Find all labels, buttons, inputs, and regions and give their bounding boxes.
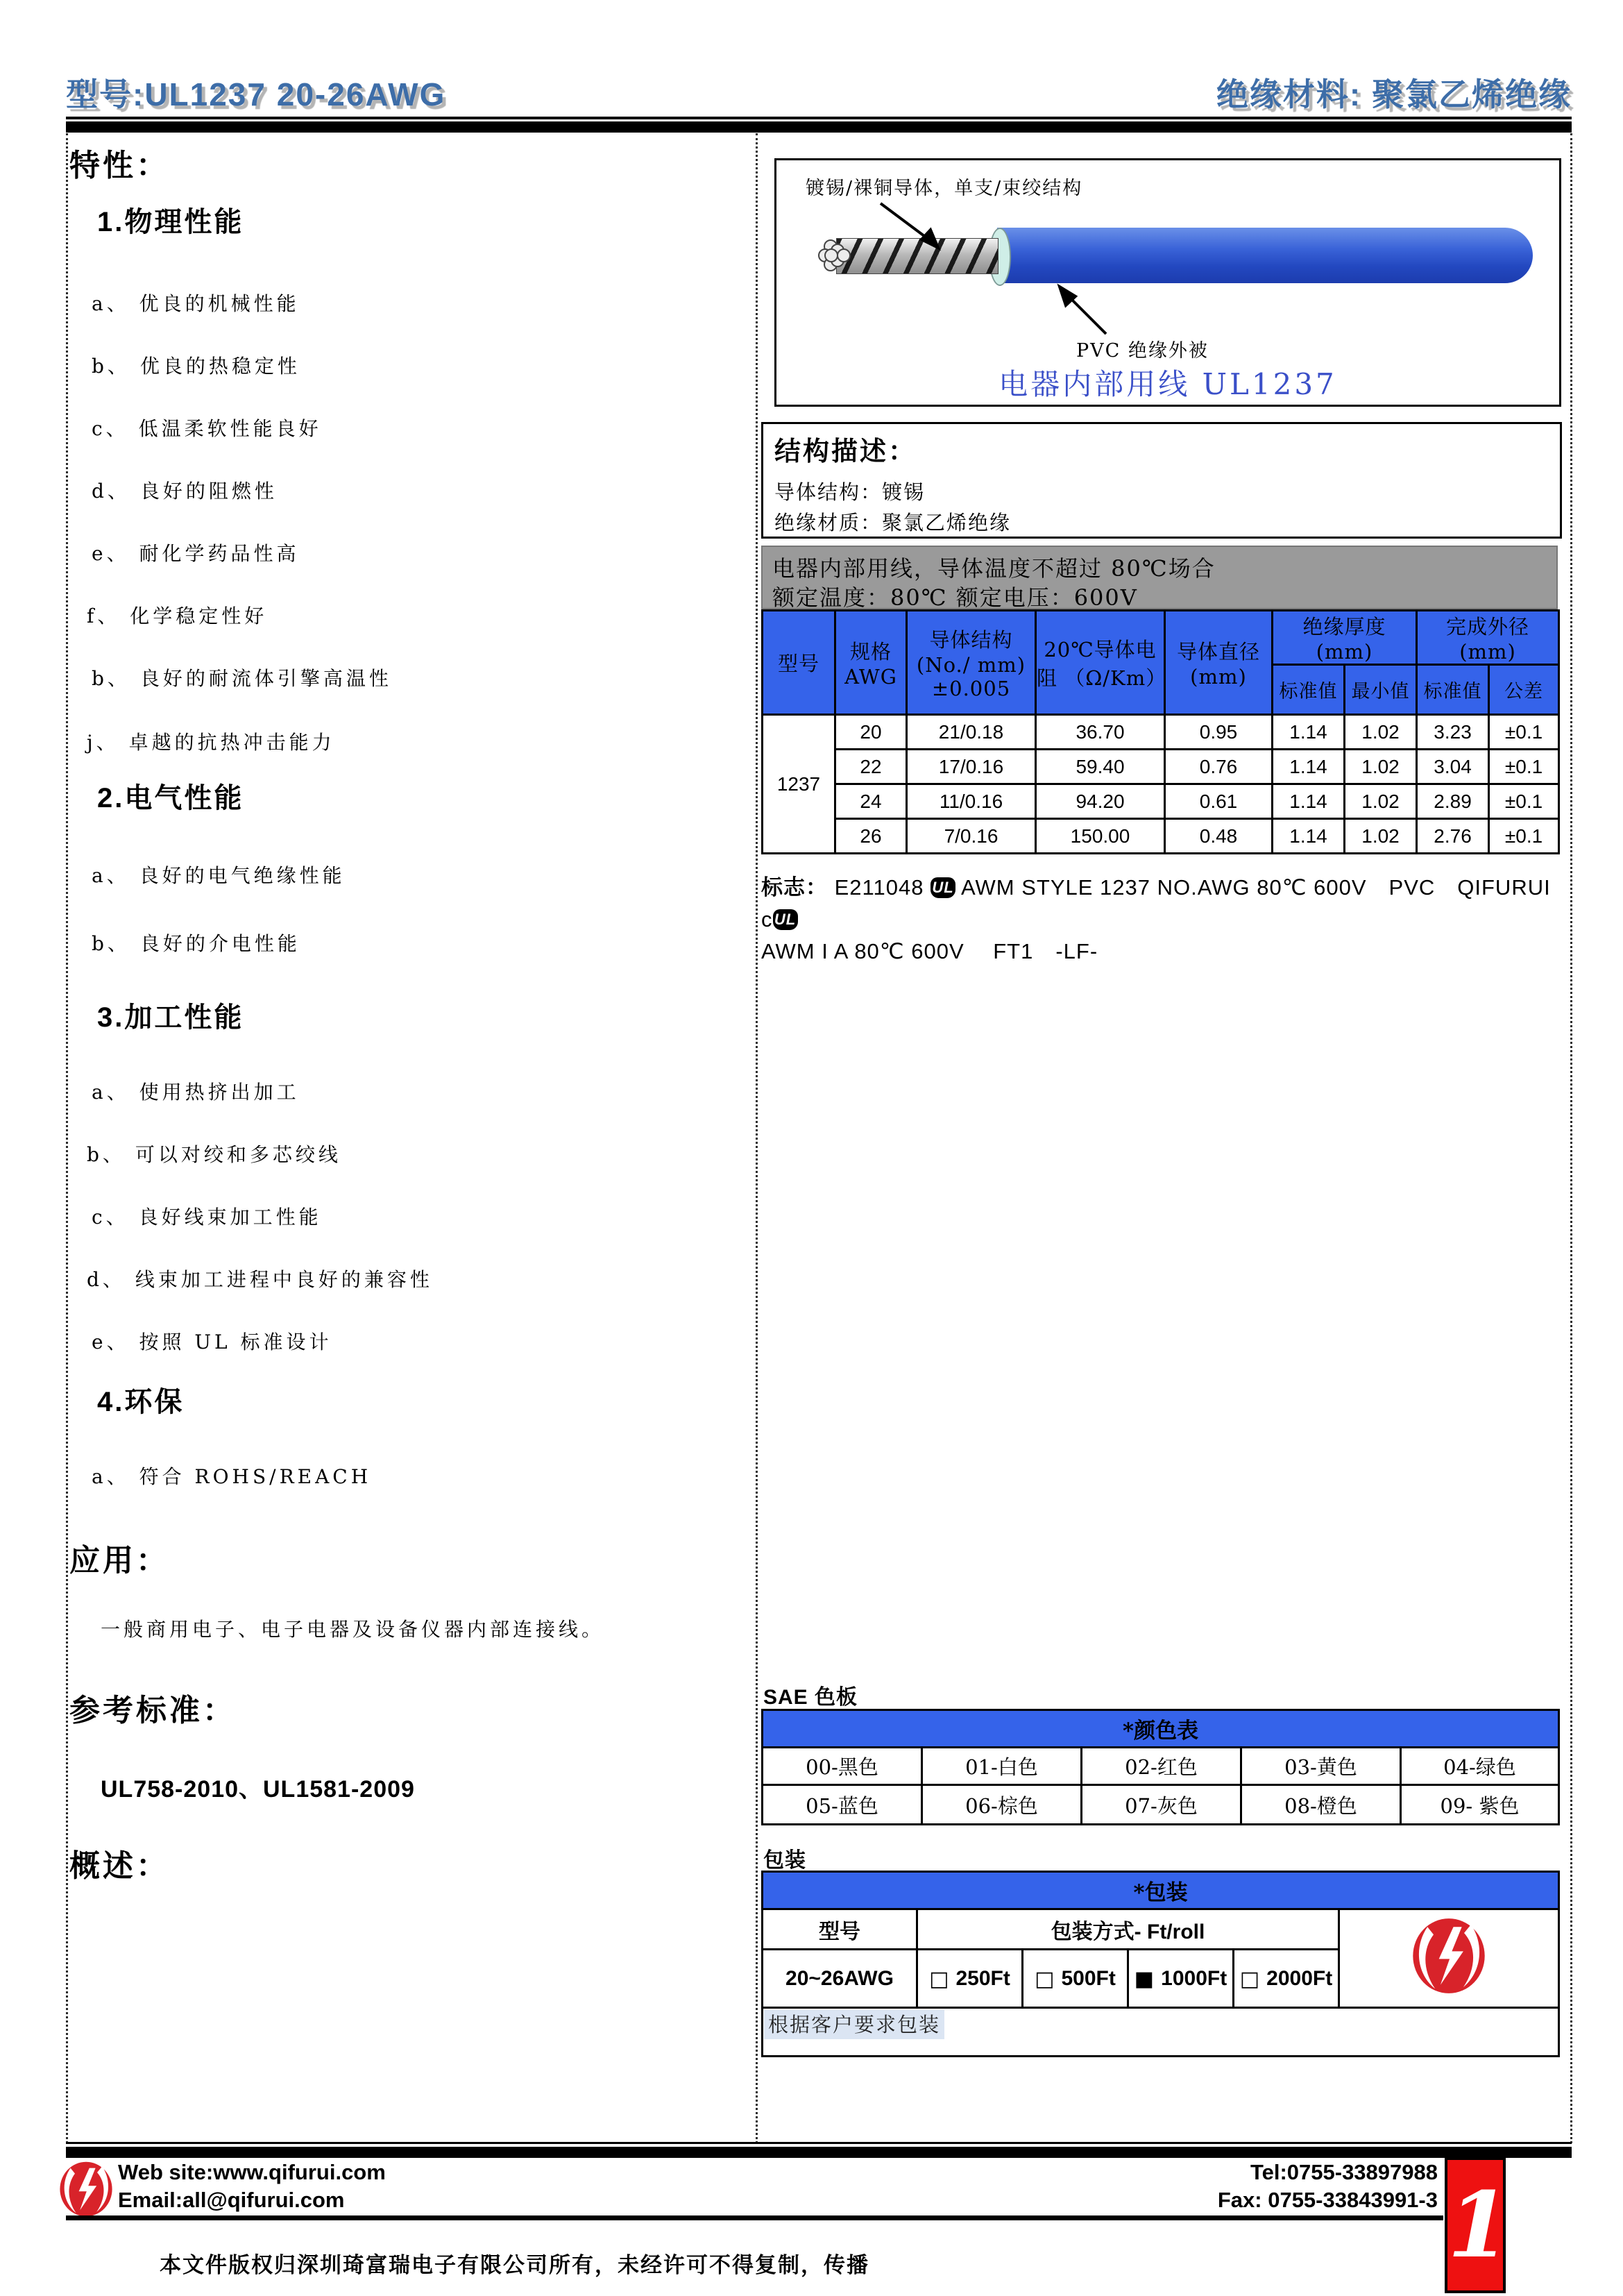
header-rule-thick [66,121,1572,133]
color-cell: 00-黑色 [763,1748,922,1785]
list-item: c、 良好线束加工性能 [92,1206,322,1229]
copyright-text: 本文件版权归深圳琦富瑞电子有限公司所有，未经许可不得复制，传播 [160,2253,869,2277]
section-electrical-heading: 2.电气性能 [97,783,244,813]
list-item: a、 良好的电气绝缘性能 [92,864,346,887]
structure-description [761,422,1562,539]
col-structure: 导体结构 (No./ mm) ±0.005 [907,611,1036,715]
tel-text: Tel:0755-33897988 [1250,2160,1438,2184]
col-insulation-group: 绝缘厚度 (mm) [1273,611,1417,665]
fax-text: Fax: 0755-33843991-3 [1217,2188,1438,2212]
reference-text: UL758-2010、UL1581-2009 [101,1776,415,1803]
list-item: a、 优良的机械性能 [92,292,300,315]
list-item: e、 按照 UL 标准设计 [92,1331,332,1353]
table-row: 1237 20 21/0.18 36.70 0.95 1.14 1.02 3.23 ±0.1 [763,715,1559,750]
marking-line1: AWM STYLE 1237 NO.AWG 80℃ 600V PVC QIFURUI c [761,875,1573,931]
insulation-material-title: 绝缘材料: 聚氯乙烯绝缘 [1216,76,1572,112]
spec-intro-line1: 电器内部用线，导体温度不超过 80℃场合 [772,555,1216,582]
footer-rule-thick [66,2147,1572,2158]
packaging-col-model: 型号 [763,1909,917,1950]
checkbox-1000ft-icon[interactable]: ■ [1134,1967,1155,1991]
packaging-col-method: 包装方式- Ft/roll [917,1909,1339,1950]
packaging-table [761,1871,1560,2057]
ul-icon: UL [931,877,955,898]
list-item: c、 低温柔软性能良好 [92,417,322,440]
packaging-note: 根据客户要求包装 [764,2010,944,2039]
packaging-option-500ft[interactable]: □ 500Ft [1023,1950,1128,2008]
section-physical-heading: 1.物理性能 [97,207,244,237]
conductor-label: 镀锡/裸铜导体，单支/束绞结构 [806,178,1083,199]
application-text: 一般商用电子、电子电器及设备仪器内部连接线。 [101,1618,605,1641]
structure-title: 结构描述： [774,437,917,466]
col-resistance: 20℃导体电阻 （Ω/Km） [1036,611,1165,715]
color-cell: 07-灰色 [1082,1785,1241,1825]
list-item: a、 使用热挤出加工 [92,1081,300,1104]
packaging-label: 包装 [763,1849,806,1872]
checkbox-2000ft-icon[interactable]: □ [1239,1967,1260,1991]
color-cell: 03-黄色 [1241,1748,1401,1785]
page-title: 型号:UL1237 20-26AWG [66,76,446,112]
col-od-group: 完成外径 (mm) [1417,611,1559,665]
color-cell: 04-绿色 [1401,1748,1559,1785]
page-number-badge: 1 [1445,2157,1506,2293]
qifurui-logo-icon [58,2160,114,2218]
right-border [1570,133,1572,2143]
table-row [763,1785,1559,1825]
list-item: d、 线束加工进程中良好的兼容性 [87,1268,433,1291]
packaging-row-model: 20~26AWG [763,1950,917,2008]
color-cell: 08-橙色 [1241,1785,1401,1825]
reference-heading: 参考标准： [69,1694,236,1728]
table-row: 26 7/0.16 150.00 0.48 1.14 1.02 2.76 ±0.1 [763,819,1559,854]
list-item: a、 符合 ROHS/REACH [92,1465,372,1488]
email-text: Email:all@qifurui.com [118,2188,345,2212]
packaging-note-row [763,2008,1559,2057]
col-model: 型号 [763,611,835,715]
spec-intro-band [761,546,1558,609]
header-rule-thin [66,117,1572,119]
ul-icon: UL [773,909,798,930]
list-item: b、 优良的热稳定性 [92,355,300,378]
jacket-label: PVC 绝缘外被 [1076,340,1209,362]
checkbox-500ft-icon[interactable]: □ [1035,1967,1055,1991]
packaging-option-250ft[interactable]: □ 250Ft [917,1950,1023,2008]
list-item: e、 耐化学药品性高 [92,542,300,565]
features-heading: 特性： [69,149,169,183]
list-item: b、 可以对绞和多芯绞线 [87,1143,341,1166]
left-border [66,133,68,2143]
spec-intro-line2: 额定温度：80℃ 额定电压：600V [772,584,1138,611]
insulation-material-line: 绝缘材质：聚氯乙烯绝缘 [774,511,1012,534]
col-diameter: 导体直径 (mm) [1165,611,1273,715]
website-text: Web site:www.qifurui.com [118,2160,386,2184]
footer-rule-thin [66,2142,1572,2144]
section-environment-heading: 4.环保 [97,1387,185,1417]
list-item: f、 化学稳定性好 [87,605,268,627]
color-table [761,1709,1560,1825]
table-row [763,1748,1559,1785]
col-od-std: 标准值 [1417,665,1489,715]
list-item: j、 卓越的抗热冲击能力 [87,731,335,754]
col-od-tol: 公差 [1489,665,1559,715]
color-cell: 02-红色 [1082,1748,1241,1785]
sae-color-label: SAE 色板 [763,1686,858,1709]
packaging-option-1000ft[interactable]: ■ 1000Ft [1128,1950,1234,2008]
overview-heading: 概述： [69,1849,169,1883]
column-divider [756,133,758,2143]
logo-cell [1339,1909,1559,2008]
color-cell: 05-蓝色 [763,1785,922,1825]
marking-label: 标志： [761,875,828,900]
list-item: d、 良好的阻燃性 [92,480,278,503]
color-cell: 01-白色 [922,1748,1082,1785]
col-awg: 规格 AWG [835,611,907,715]
application-heading: 应用： [69,1544,169,1578]
color-table-header: *颜色表 [763,1710,1559,1748]
packaging-table-header: *包装 [763,1872,1559,1909]
section-processing-heading: 3.加工性能 [97,1002,244,1033]
wire-caption: 电器内部用线 UL1237 [999,367,1337,401]
marking-block [761,872,1573,968]
col-ins-std: 标准值 [1273,665,1345,715]
marking-line2: AWM I A 80℃ 600V FT1 -LF- [761,939,1098,963]
color-cell: 09- 紫色 [1401,1785,1559,1825]
spec-table [761,609,1560,854]
checkbox-250ft-icon[interactable]: □ [929,1967,949,1991]
color-cell: 06-棕色 [922,1785,1082,1825]
model-value: 1237 [763,715,835,854]
list-item: b、 良好的介电性能 [92,932,300,955]
qifurui-logo-icon [1411,1918,1487,1994]
marking-ul-file-number: E211048 [834,875,924,900]
packaging-option-2000ft[interactable]: □ 2000Ft [1234,1950,1339,2008]
table-row: 22 17/0.16 59.40 0.76 1.14 1.02 3.04 ±0.1 [763,750,1559,784]
conductor-structure-line: 导体结构：镀锡 [774,480,926,504]
wire-diagram [774,158,1561,407]
list-item: b、 良好的耐流体引擎高温性 [92,667,392,690]
table-row: 24 11/0.16 94.20 0.61 1.14 1.02 2.89 ±0.1 [763,784,1559,819]
footer-rule-bottom [66,2215,1443,2220]
col-ins-min: 最小值 [1345,665,1417,715]
